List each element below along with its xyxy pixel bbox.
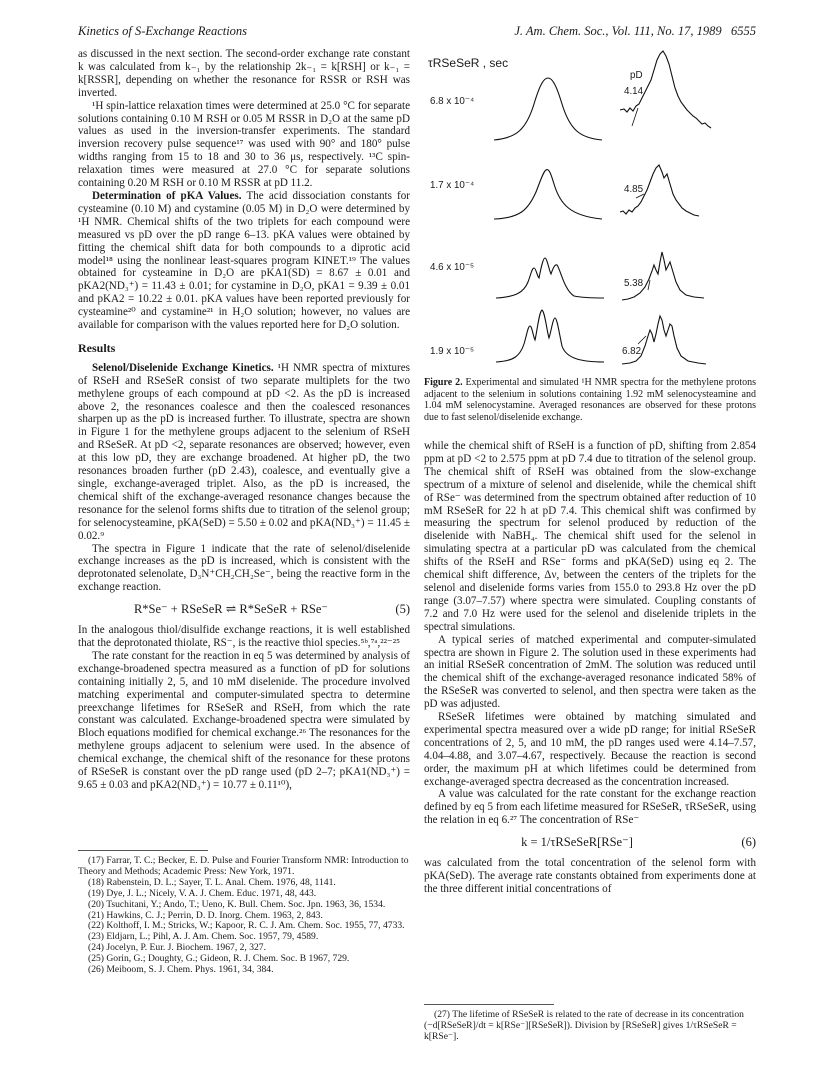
equation-number: (6) (741, 835, 756, 850)
paragraph (78, 190, 410, 332)
run-in-heading: Selenol/Diselenide Exchange Kinetics. (92, 361, 274, 374)
equation-expression: R*Se⁻ + RSeSeR ⇌ R*SeSeR + RSe⁻ (133, 602, 329, 617)
equation-5 (78, 603, 410, 616)
journal-name: J. Am. Chem. Soc., Vol. 111, No. 17, 1989 (514, 24, 722, 38)
footnote: (25) Gorin, G.; Doughty, G.; Gideon, R. J. Chem. Soc. B 1967, 729. (88, 953, 350, 965)
paragraph-body: The acid dissociation constants for cysteamine (0.10 M) and cystamine (0.05 M) in D₂O were determined by ¹H NMR. Chemical shifts of the two triplets for each compound were measured vs pD over the pD range 6–13. pKA values were obtained by fitting the chemical shift data for both compounds to a diprotic acid model¹⁸ using the nonlinear least-squares program KINET.¹⁹ The values obtained for cysteamine in D₂O are pKA1(SD) = 8.67 ± 0.01 and pKA2(ND₃⁺) = 11.43 ± 0.01; for cystamine in D₂O, pKA1 = 9.39 ± 0.01 and pKA2 = 10.22 ± 0.01. pKA values have been reported previously for cysteamine²⁰ and cystamine²¹ in H₂O solution; however, no values are available for comparison with the values reported here for D₂O solution. (78, 189, 410, 332)
experimental-spectrum (622, 252, 704, 300)
equation-expression: k = 1/τRSeSeR[RSe⁻] (521, 835, 633, 850)
footnote: (20) Tsuchitani, Y.; Ando, T.; Ueno, K. Bull. Chem. Soc. Jpn. 1963, 36, 1534. (88, 898, 386, 910)
footnote: (21) Hawkins, C. J.; Perrin, D. D. Inorg. Chem. 1963, 2, 843. (88, 909, 323, 921)
pd-column-label: pD (630, 70, 643, 81)
paragraph: In the analogous thiol/disulfide exchange reactions, it is well established that the deprotonated thiolate, RS⁻, is the reactive thiol species.⁵ᵇ,⁷ᵃ,²²⁻²⁵ (78, 624, 410, 649)
paragraph: The rate constant for the reaction in eq 5 was determined by analysis of exchange-broadened spectra measured as a function of pD for solutions containing initially 2, 5, and 10 mM diselenide. The procedure involved matching experimental and computer-simulated spectra to determine preexchange lifetimes for RSeSeR and RSeH, from which the rate constant was calculated. Exchange-broadened spectra were simulated by Bloch equations modified for chemical exchange.²⁶ The resonances for the methylene groups adjacent to selenium were used. In the absence of chemical exchange, the chemical shift of the resonance for these protons of RSeSeR is constant over the pD range used (pD 2–7; pKA1(ND₃⁺) = 9.65 ± 0.03 and pKA2(ND₃⁺) = 10.77 ± 0.11¹⁰), (78, 649, 410, 791)
journal-citation (514, 24, 756, 39)
footnote: (19) Dye, J. L.; Nicely, V. A. J. Chem. Educ. 1971, 48, 443. (88, 887, 317, 899)
simulated-spectrum (494, 170, 602, 219)
paragraph (78, 362, 410, 543)
figure-2 (424, 44, 756, 370)
footnote: (26) Meiboom, S. J. Chem. Phys. 1961, 34, 384. (88, 964, 274, 976)
paragraph: A typical series of matched experimental and computer-simulated spectra are shown in Figure 2. The solution used in these experiments had an initial RSeSeR concentration of 2mM. The solution was reduced until the chemical shift of the exchange-averaged resonance indicated 58% of the RSeSeR was converted to selenol, and then spectra were taken as the pD was adjusted. (424, 633, 756, 711)
simulated-spectrum (494, 78, 602, 140)
paragraph: as discussed in the next section. The second-order exchange rate constant k was calculated from k₋₁ by the relationship 2k₋₁ = k[RSH] or k₋₁ = k[RSSR], depending on whether the resonance for RSSR or RSH was inverted. (78, 48, 410, 99)
footnote-rule (424, 1004, 554, 1005)
footnote: (24) Jocelyn, P. Eur. J. Biochem. 1967, 2, 327. (88, 942, 267, 954)
equation-number: (5) (395, 602, 410, 617)
paragraph: was calculated from the total concentration of the selenol form with pKA(SeD). The average rate constants obtained from experiments done at the three different initial concentrations of (424, 857, 756, 895)
tau-axis-label: τRSeSeR , sec (428, 56, 509, 70)
page-number: 6555 (731, 24, 756, 38)
footnote: (22) Kolthoff, I. M.; Stricks, W.; Kapoor, R. C. J. Am. Chem. Soc. 1955, 77, 4733. (88, 920, 405, 932)
lifetime-label: 1.9 x 10⁻⁵ (430, 346, 475, 357)
footnotes-right (424, 1010, 756, 1043)
footnote: (23) Eldjarn, L.; Pihl, A. J. Am. Chem. Soc. 1957, 79, 4589. (88, 931, 319, 943)
section-heading-results: Results (78, 340, 116, 355)
paragraph: RSeSeR lifetimes were obtained by matching simulated and experimental spectra measured over a wide pD range; for initial RSeSeR concentrations of 2, 5, and 10 mM, the pD ranges used were 4.14–7.57, 4.04–4.88, and 3.07–4.67, respectively. Because the reaction is second order, the maximum pH at which lifetimes could be determined from exchange-averaged spectra decreased as the concentration increased. (424, 711, 756, 788)
run-in-heading: Determination of pKA Values. (92, 189, 242, 202)
footnote-rule (78, 850, 208, 851)
footnote: (18) Rabenstein, D. L.; Sayer, T. L. Anal. Chem. 1976, 48, 1141. (88, 876, 336, 888)
running-title: Kinetics of S-Exchange Reactions (78, 24, 248, 38)
lifetime-label: 6.8 x 10⁻⁴ (430, 96, 475, 107)
leader-line (638, 336, 646, 344)
right-column (424, 440, 756, 896)
footnote: (27) The lifetime of RSeSeR is related to the rate of decrease in its concentration (−d[RSeSeR]/dt = k[RSe⁻][RSeSeR]). Division by [RSeSeR] gives 1/τRSeSeR = k[RSe⁻]. (424, 1009, 744, 1042)
footnotes-left (78, 856, 410, 976)
left-column (78, 48, 410, 792)
paragraph-body: ¹H NMR spectra of mixtures of RSeH and RSeSeR consist of two separate multiplets for the two methylene groups of each compound at pD <2. As the pD is increased above 2, the resonances coalesce and then the coalesced resonances sharpen up as the pD is increased further. To illustrate, spectra are shown in Figure 1 for the methylene groups adjacent to the selenium of RSeH and RSeSeR. At pD <2, separate resonances are observed; however, even at this low pD, they are exchange broadened. At higher pD, the two resonances broaden further (pD 2.43), coalesce, and eventually give a single, exchange-averaged triplet. Also, as the pD is increased, the chemical shift of the exchange-averaged resonance changes because the resonance for the selenol forms shifts due to titration of the selenol group; for selenocysteamine, pKA(SeD) = 5.50 ± 0.02 and pKA(ND₃⁺) = 11.45 ± 0.02.⁹ (78, 361, 410, 542)
simulated-spectrum (496, 310, 604, 362)
lifetime-label: 1.7 x 10⁻⁴ (430, 180, 475, 191)
paragraph: A value was calculated for the rate constant for the exchange reaction defined by eq 5 from each lifetime measured for RSeSeR, τRSeSeR, using the relation in eq 6.²⁷ The concentration of RSe⁻ (424, 788, 756, 827)
caption-label: Figure 2. (424, 377, 463, 388)
pd-value-label: 4.85 (624, 184, 644, 195)
paragraph: ¹H spin-lattice relaxation times were determined at 25.0 °C for separate solutions containing 0.10 M RSH or 0.05 M RSSR in D₂O at the same pD values as used in the inversion-transfer experiments. The standard inversion recovery pulse sequence¹⁷ was used with 90° and 180° pulse widths ranging from 15 to 18 and 30 to 36 μs, respectively. ¹³C spin-relaxation times were measured at 27.0 °C for separate solutions containing 0.20 M RSH or 0.10 M RSSR at pD 11.2. (78, 99, 410, 190)
paragraph: The spectra in Figure 1 indicate that the rate of selenol/diselenide exchange increases as the pD is increased, which is consistent with the deprotonated selenolate, D₃N⁺CH₂CH₂Se⁻, being the reactive form in the exchange reaction. (78, 542, 410, 594)
pd-value-label: 6.82 (622, 346, 642, 357)
running-header (78, 24, 756, 40)
figure-caption (424, 377, 756, 423)
pd-value-label: 4.14 (624, 86, 644, 97)
equation-6 (424, 836, 756, 849)
lifetime-label: 4.6 x 10⁻⁵ (430, 262, 475, 273)
caption-text: Experimental and simulated ¹H NMR spectra for the methylene protons adjacent to the selenium in solutions containing 1.92 mM selenocysteamine and 1.04 mM selenocystamine. Averaged resonances are observed for these protons due to fast selenol/diselenide exchange. (424, 377, 756, 423)
paragraph: while the chemical shift of RSeH is a function of pD, shifting from 2.854 ppm at pD <2 to 2.575 ppm at pD 7.4 due to titration of the selenol group. The chemical shift of RSeH was obtained from the slow-exchange spectrum of a mixture of selenol and diselenide, while the chemical shift of RSe⁻ was determined from the spectrum obtained after reduction of 10 mM RSeSeR for 22 h at pD 7.4. This chemical shift was confirmed by measuring the spectrum for selenol produced by reduction of the diselenide with NaBH₄. The chemical shift used for the selenol in simulating spectra at a particular pD was calculated from the chemical shifts of the RSeH and RSe⁻ forms and pKA(SeD) using eq 2. The chemical shift difference, Δν, between the centers of the triplets for the selenol and diselenide forms varies from 155.0 to 293.8 Hz over the pD range (3.07–7.57) where spectra were simulated. Coupling constants of 7.2 and 7.0 Hz were used for the selenol and diselenide triplets in the spectral simulations. (424, 440, 756, 633)
pd-value-label: 5.38 (624, 278, 644, 289)
footnote: (17) Farrar, T. C.; Becker, E. D. Pulse and Fourier Transform NMR: Introduction to Theory and Methods; Academic Press: New York, 1971. (78, 855, 409, 877)
nmr-spectra-plot (424, 44, 756, 370)
simulated-spectrum (496, 258, 604, 298)
